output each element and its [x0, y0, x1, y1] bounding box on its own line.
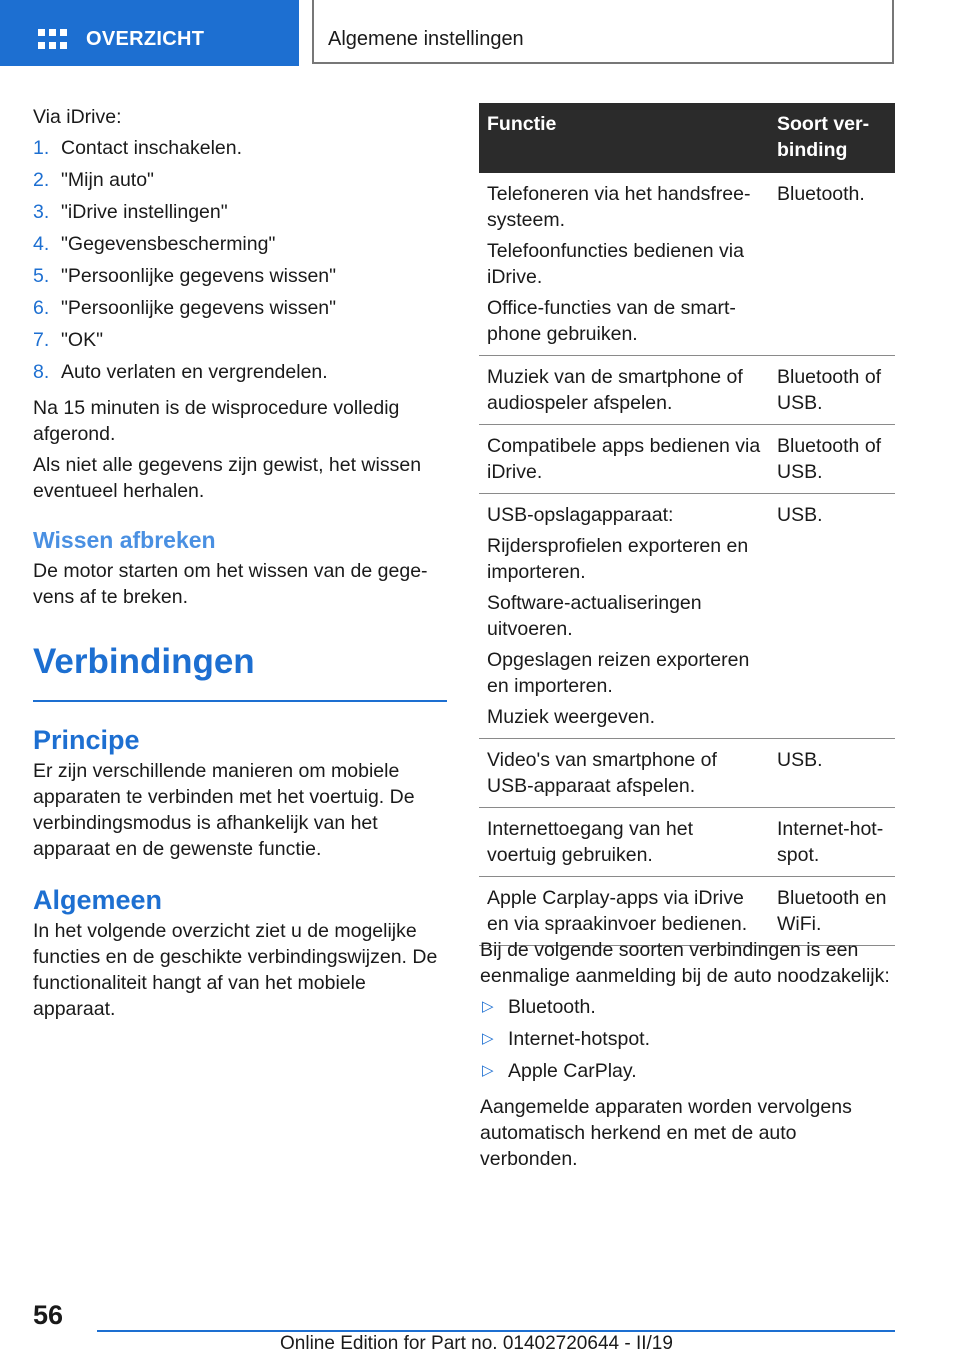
- page-number: 56: [33, 1300, 64, 1330]
- list-item: 4. "Gegevensbescherming": [33, 233, 276, 255]
- triangle-bullet-icon: ▷: [482, 1030, 494, 1047]
- principle-heading: Principe: [33, 725, 140, 755]
- intro-text: Via iDrive:: [33, 106, 122, 128]
- table-cell-function: Internettoegang van het voertuig gebruiken.: [479, 808, 769, 877]
- table-cell-connection: Bluetooth.: [769, 173, 895, 356]
- edition-text: Online Edition for Part no. 01402720644 - II/19: [280, 1333, 673, 1354]
- triangle-bullet-icon: ▷: [482, 1062, 494, 1079]
- table-header-row: [479, 103, 895, 173]
- column-header-connection-type: Soort verbinding: [769, 103, 895, 173]
- table-row: [479, 425, 895, 494]
- repeat-wipe-text: Als niet alle gegevens zijn gewist, het wissen eventueel herhalen.: [33, 454, 422, 502]
- list-item: 7. "OK": [33, 329, 104, 351]
- triangle-bullet-icon: ▷: [482, 998, 494, 1015]
- table-cell-function: Telefoneren via het handsfreesysteem. Telefoonfuncties bedienen via iDrive. Office-functies van de smartphone gebruiken.: [479, 173, 769, 356]
- table-cell-function: Apple Carplay-apps via iDrive en via spraakinvoer bedienen.: [479, 877, 769, 946]
- table-cell-connection: Bluetooth of USB.: [769, 356, 895, 425]
- list-item: 1. Contact inschakelen.: [33, 137, 243, 159]
- grid-menu-icon: [38, 29, 66, 53]
- table-row: [479, 739, 895, 808]
- steps-list: [33, 135, 447, 391]
- list-item: 6. "Persoonlijke gegevens wissen": [33, 297, 337, 319]
- wipe-duration-text: Na 15 minuten is de wisprocedure volledig afgerond.: [33, 397, 400, 445]
- chapter-header: [312, 0, 894, 64]
- footer-divider: [97, 1330, 895, 1332]
- principle-text: Er zijn verschillende manieren om mobiele apparaten te verbinden met het voertuig. De verbindingsmodus is afhankelijk van het apparaat en de gewenste functie.: [33, 760, 415, 860]
- cancel-wipe-text: De motor starten om het wissen van de gegevens af te breken.: [33, 560, 428, 608]
- list-item: 2. "Mijn auto": [33, 169, 154, 191]
- table-cell-function: Video's van smartphone of USB-apparaat afspelen.: [479, 739, 769, 808]
- table-cell-connection: Internet-hotspot.: [769, 808, 895, 877]
- table-cell-connection: Bluetooth of USB.: [769, 425, 895, 494]
- table-row: [479, 173, 895, 356]
- table-cell-connection: Bluetooth en WiFi.: [769, 877, 895, 946]
- list-item: ▷ Apple CarPlay.: [482, 1060, 637, 1082]
- column-header-function: Functie: [479, 103, 769, 173]
- list-item: 3. "iDrive instellingen": [33, 201, 228, 223]
- registration-text: Bij de volgende soorten verbindingen is een eenmalige aanmelding bij de auto noodzakelijk:: [480, 939, 890, 987]
- table-row: [479, 877, 895, 946]
- table-cell-connection: USB.: [769, 739, 895, 808]
- left-column: [33, 104, 447, 1027]
- table-cell-function: USB-opslagapparaat: Rijdersprofielen exporteren en importeren. Software-actualiseringen uitvoeren. Opgeslagen reizen exporteren en importeren. Muziek weergeven.: [479, 494, 769, 739]
- table-cell-connection: USB.: [769, 494, 895, 739]
- table-row: [479, 356, 895, 425]
- overview-tab[interactable]: [0, 0, 299, 66]
- table-row: [479, 808, 895, 877]
- list-item: ▷ Internet-hotspot.: [482, 1028, 651, 1050]
- table-row: [479, 494, 895, 739]
- right-column-text: [480, 937, 896, 1177]
- connections-table: [479, 103, 895, 946]
- auto-connect-text: Aangemelde apparaten worden vervolgens automatisch herkend en met de auto verbonden.: [480, 1096, 852, 1170]
- general-text: In het volgende overzicht ziet u de mogelijke functies en de geschikte verbindingswijzen. De functionaliteit hangt af van het mobiele apparaat.: [33, 920, 438, 1020]
- table-cell-function: Compatibele apps bedienen via iDrive.: [479, 425, 769, 494]
- list-item: 8. Auto verlaten en vergrendelen.: [33, 361, 328, 383]
- section-heading: Verbindingen: [33, 640, 447, 702]
- general-heading: Algemeen: [33, 885, 163, 915]
- chapter-title: Algemene instellingen: [328, 28, 524, 50]
- overview-tab-label: OVERZICHT: [86, 28, 205, 50]
- list-item: ▷ Bluetooth.: [482, 996, 596, 1018]
- list-item: 5. "Persoonlijke gegevens wissen": [33, 265, 337, 287]
- table-cell-function: Muziek van de smartphone of audiospeler afspelen.: [479, 356, 769, 425]
- connection-types-list: [480, 994, 896, 1090]
- cancel-wipe-heading: Wissen afbreken: [33, 527, 216, 553]
